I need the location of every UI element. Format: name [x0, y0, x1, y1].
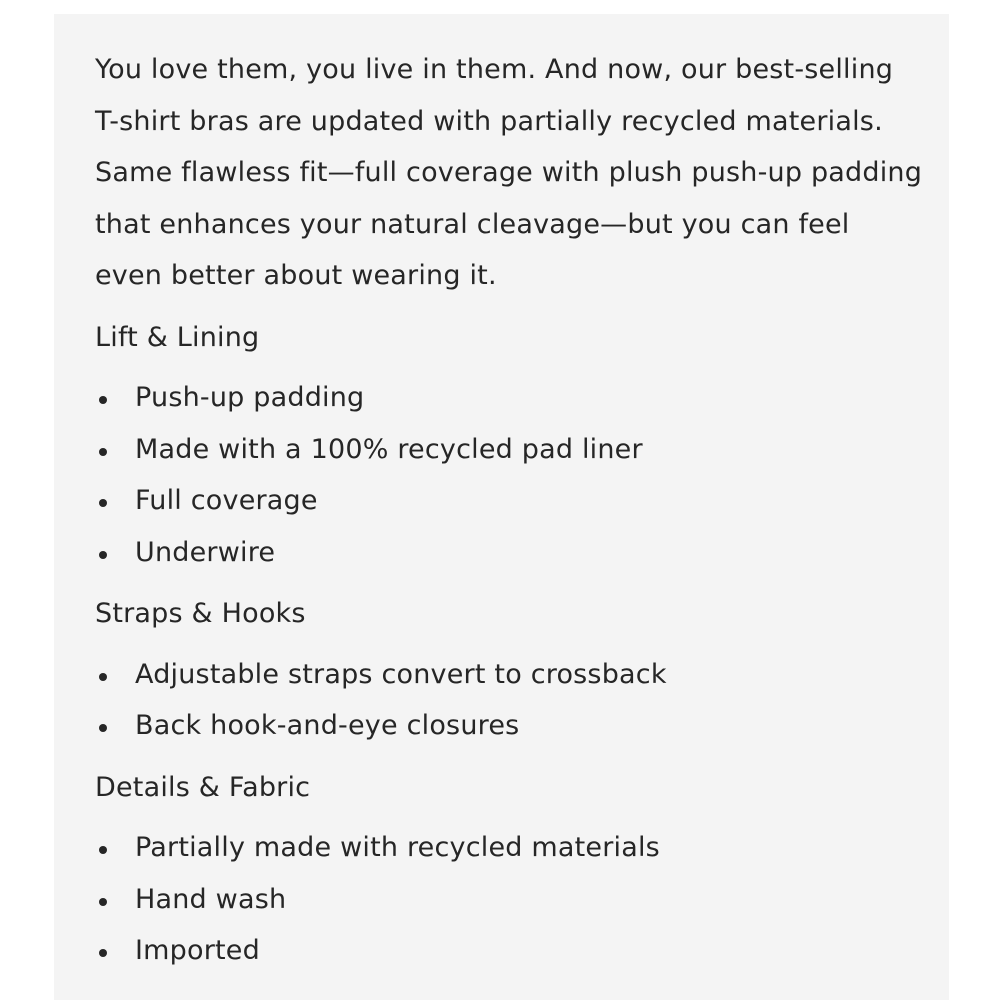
list-item-text: Adjustable straps convert to crossback	[135, 658, 667, 690]
list-item	[95, 925, 925, 977]
list-item	[95, 700, 925, 752]
bullet-icon	[99, 499, 107, 507]
list-item-text: Full coverage	[135, 485, 318, 516]
list-item-text: Push-up padding	[135, 382, 365, 413]
bullet-icon	[99, 396, 107, 404]
straps-hooks-list	[95, 649, 925, 752]
list-item-text: Underwire	[135, 536, 276, 568]
bullet-icon	[99, 724, 107, 732]
lift-lining-list	[95, 372, 925, 578]
list-item	[95, 649, 925, 701]
section-heading-lift-lining: Lift & Lining	[95, 321, 260, 353]
list-item	[95, 527, 925, 579]
list-item	[95, 424, 925, 476]
product-details-content	[95, 44, 925, 977]
product-description: You love them, you live in them. And now, our best-selling T-shirt bras are updated with partially recycled materials. Same flawless fit—full coverage with plush push-up padding that enhances your natural cleavage—but you can feel even better about wearing it.	[95, 54, 923, 291]
product-details-panel	[54, 14, 949, 1000]
details-fabric-list	[95, 822, 925, 977]
list-item-text: Partially made with recycled materials	[135, 832, 660, 863]
list-item	[95, 372, 925, 424]
list-item	[95, 874, 925, 926]
list-item	[95, 475, 925, 527]
bullet-icon	[99, 898, 107, 906]
section-heading-straps-hooks: Straps & Hooks	[95, 598, 306, 629]
list-item-text: Made with a 100% recycled pad liner	[135, 433, 643, 465]
bullet-icon	[99, 949, 107, 957]
section-heading-details-fabric: Details & Fabric	[95, 771, 311, 803]
bullet-icon	[99, 448, 107, 456]
bullet-icon	[99, 551, 107, 559]
list-item-text: Hand wash	[135, 883, 287, 915]
list-item-text: Back hook-and-eye closures	[135, 710, 520, 741]
bullet-icon	[99, 846, 107, 854]
bullet-icon	[99, 673, 107, 681]
list-item	[95, 822, 925, 874]
list-item-text: Imported	[135, 935, 260, 966]
